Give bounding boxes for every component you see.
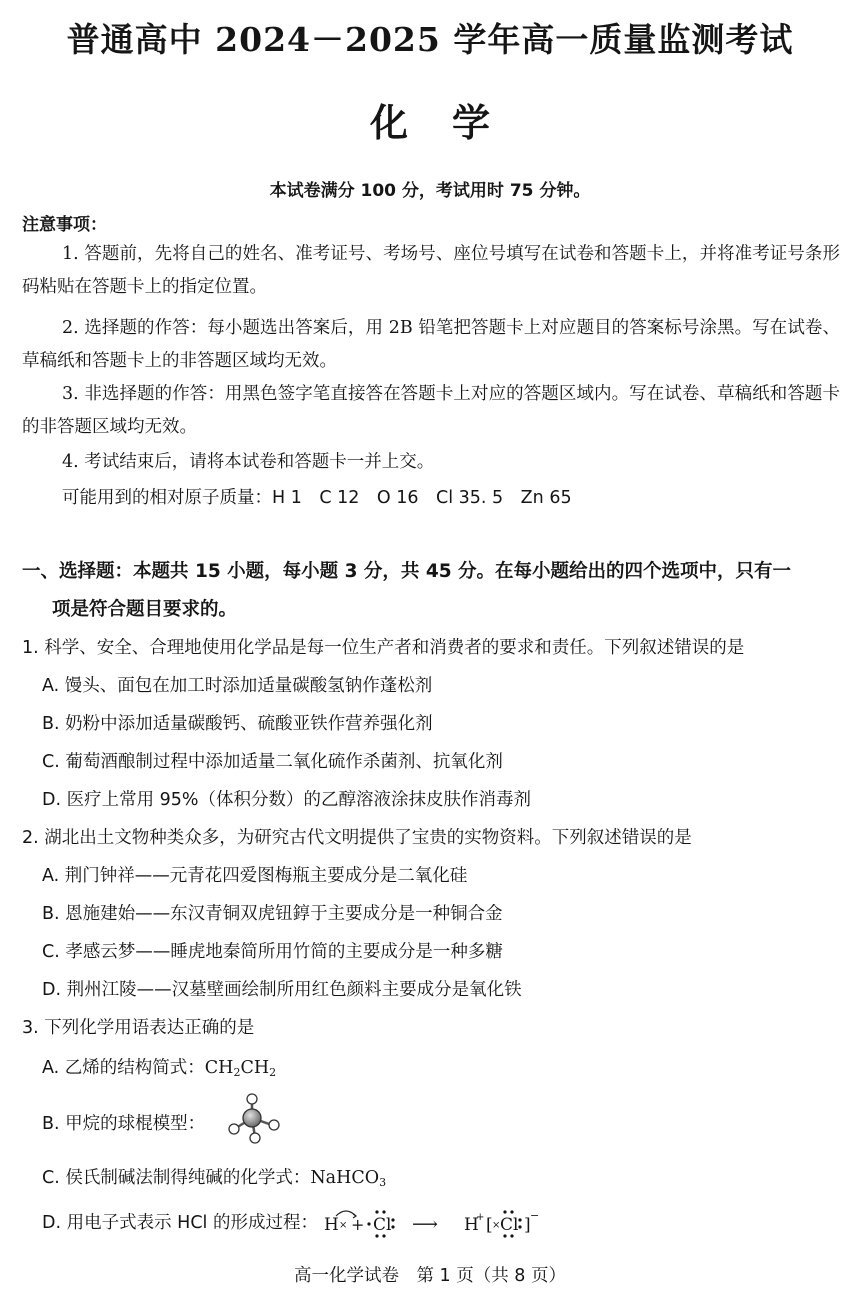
notice-item: 1. 答题前，先将自己的姓名、准考证号、考场号、座位号填写在试卷和答题卡上，并将准考证号条形码粘贴在答题卡上的指定位置。 [22,244,840,297]
notice-item: 4. 考试结束后，请将本试卷和答题卡一并上交。 [62,452,435,472]
question-3-stem: 3. 下列化学用语表达正确的是 [22,1018,255,1038]
question-3-option-b: B. 甲烷的球棍模型： [42,1114,206,1134]
question-2-option-c: C. 孝感云梦——睡虎地秦简所用竹简的主要成分是一种多糖 [42,942,503,962]
question-1-stem: 1. 科学、安全、合理地使用化学品是每一位生产者和消费者的要求和责任。下列叙述错误的是 [22,638,745,658]
section-heading [22,553,852,629]
question-1-option-c: C. 葡萄酒酿制过程中添加适量二氧化硫作杀菌剂、抗氧化剂 [42,752,503,772]
question-2-option-b: B. 恩施建始——东汉青铜双虎钮錞于主要成分是一种铜合金 [42,904,503,924]
question-3-option-a [42,1054,276,1079]
question-3-option-d [42,1206,574,1240]
notice-item: 2. 选择题的作答：每小题选出答案后，用 2B 铅笔把答题卡上对应题目的答案标号涂黑。写在试卷、草稿纸和答题卡上的非答题区域均无效。 [22,318,840,371]
notice-item: 3. 非选择题的作答：用黑色签字笔直接答在答题卡上对应的答题区域内。写在试卷、草稿纸和答题卡的非答题区域均无效。 [22,384,840,437]
notice-heading: 注意事项： [22,215,107,235]
question-2-option-a: A. 荆门钟祥——元青花四爱图梅瓶主要成分是二氧化硅 [42,866,468,886]
svg-text:]: ] [523,1215,531,1235]
reaction-arrow: ⟶ [411,1214,438,1235]
chloride-ion-charge: − [529,1209,539,1222]
page-footer: 高一化学试卷 第 1 页（共 8 页） [293,1266,567,1286]
exam-title: 普通高中 2024－2025 学年高一质量监测考试 [66,20,794,59]
option-text: D. 用电子式表示 HCl 的形成过程： [42,1213,318,1233]
atomic-masses: 可能用到的相对原子质量：H 1 C 12 O 16 Cl 35. 5 Zn 65 [62,488,572,508]
hydrogen-symbol: H [323,1215,339,1235]
chemical-formula: $CH_2CH_2$ [204,1058,277,1079]
question-1-option-a: A. 馒头、面包在加工时添加适量碳酸氢钠作蓬松剂 [42,676,433,696]
methane-ball-stick-model-icon [214,1092,284,1146]
question-3-option-c [42,1164,386,1189]
exam-info: 本试卷满分 100 分，考试用时 75 分钟。 [269,181,591,201]
subject-title: 化学 [369,100,534,145]
section-heading-line: 项是符合题目要求的。 [52,599,238,620]
hydrogen-ion-symbol: H [463,1215,479,1235]
question-1-option-d: D. 医疗上常用 95%（体积分数）的乙醇溶液涂抹皮肤作消毒剂 [42,790,532,810]
plus-sign: + [350,1215,364,1234]
chlorine-symbol: Cl [372,1215,391,1235]
hydrogen-ion-charge: + [475,1212,484,1223]
hcl-electron-formation-diagram [324,1206,574,1240]
svg-text:×: × [338,1220,347,1231]
svg-text:×: × [491,1220,500,1231]
svg-text:[: [ [485,1215,493,1235]
option-text: C. 侯氏制碱法制得纯碱的化学式： [42,1168,311,1188]
section-heading-line: 一、选择题：本题共 15 小题，每小题 3 分，共 45 分。在每小题给出的四个选项中，只有一 [22,561,792,582]
option-text: A. 乙烯的结构简式： [42,1058,205,1078]
question-1-option-b: B. 奶粉中添加适量碳酸钙、硫酸亚铁作营养强化剂 [42,714,433,734]
question-2-option-d: D. 荆州江陵——汉墓壁画绘制所用红色颜料主要成分是氧化铁 [42,980,522,1000]
question-2-stem: 2. 湖北出土文物种类众多，为研究古代文明提供了宝贵的实物资料。下列叙述错误的是 [22,828,692,848]
chemical-formula: NaHCO$_3$ [310,1168,387,1189]
chloride-ion-symbol: Cl [499,1215,518,1235]
